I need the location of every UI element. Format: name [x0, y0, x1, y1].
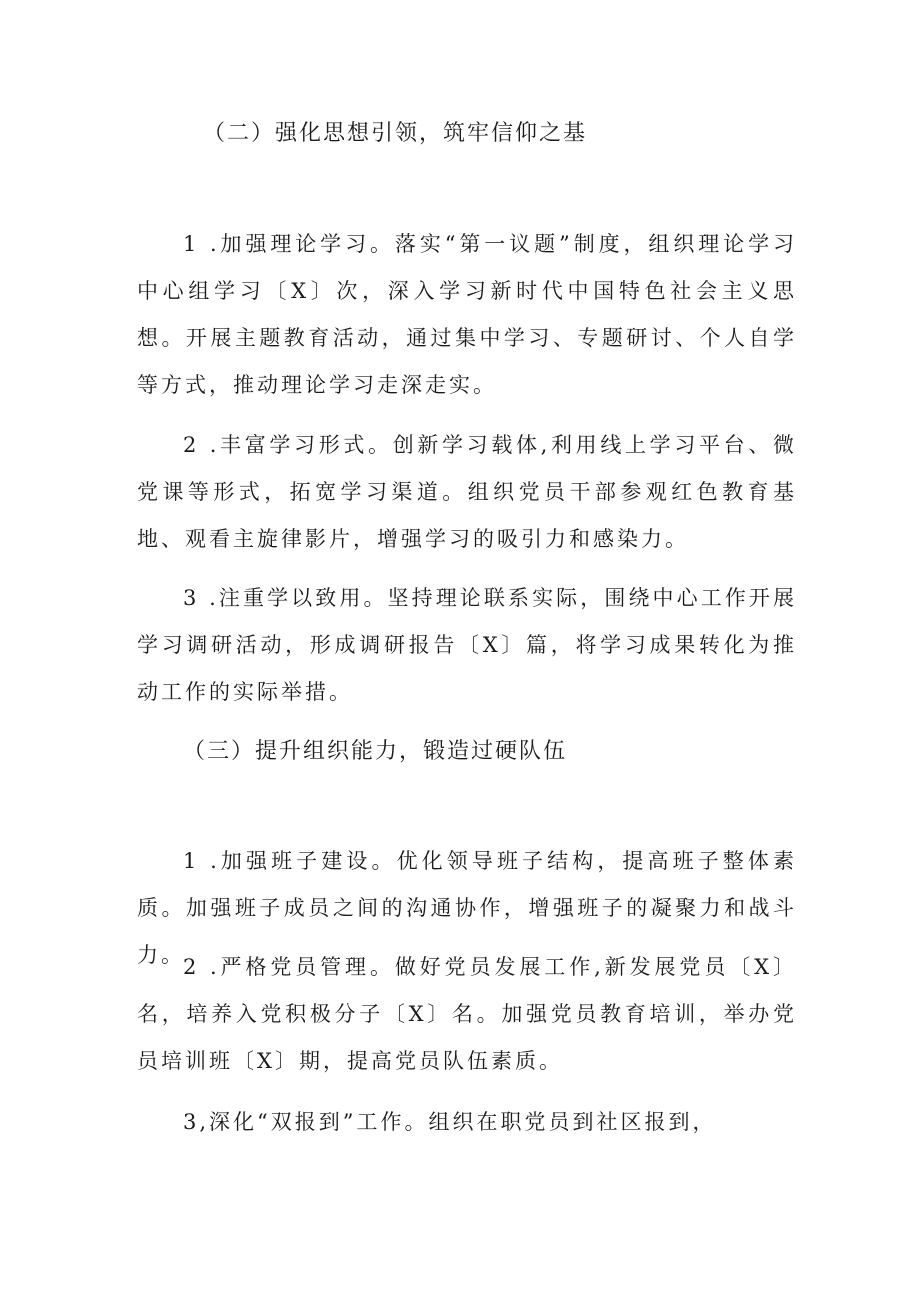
paragraph-3-3: 3,深化“双报到”工作。组织在职党员到社区报到，	[183, 1110, 717, 1134]
paragraph-3-1: 1 .加强班子建设。优化领导班子结构，提高班子整体素质。加强班子成员之间的沟通协作，增强班子的凝聚力和战斗力。	[137, 849, 797, 967]
paragraph-2-1: 1 .加强理论学习。落实“第一议题”制度，组织理论学习中心组学习〔X〕次，深入学习新时代中国特色社会主义思想。开展主题教育活动，通过集中学习、专题研讨、个人自学等方式，推动理论学习走深走实。	[137, 232, 797, 397]
paragraph-2-3: 3 .注重学以致用。坚持理论联系实际，围绕中心工作开展学习调研活动，形成调研报告〔X〕篇，将学习成果转化为推动工作的实际举措。	[137, 586, 797, 704]
section-heading-3: （三）提升组织能力，锻造过硬队伍	[183, 739, 568, 764]
paragraph-3-2: 2 .严格党员管理。做好党员发展工作,新发展党员〔X〕名，培养入党积极分子〔X〕名。加强党员教育培训，举办党员培训班〔X〕期，提高党员队伍素质。	[137, 955, 797, 1073]
paragraph-2-2: 2 .丰富学习形式。创新学习载体,利用线上学习平台、微党课等形式，拓宽学习渠道。组织党员干部参观红色教育基地、观看主旋律影片，增强学习的吸引力和感染力。	[137, 433, 797, 551]
section-heading-2: （二）强化思想引领，筑牢信仰之基	[203, 121, 588, 146]
